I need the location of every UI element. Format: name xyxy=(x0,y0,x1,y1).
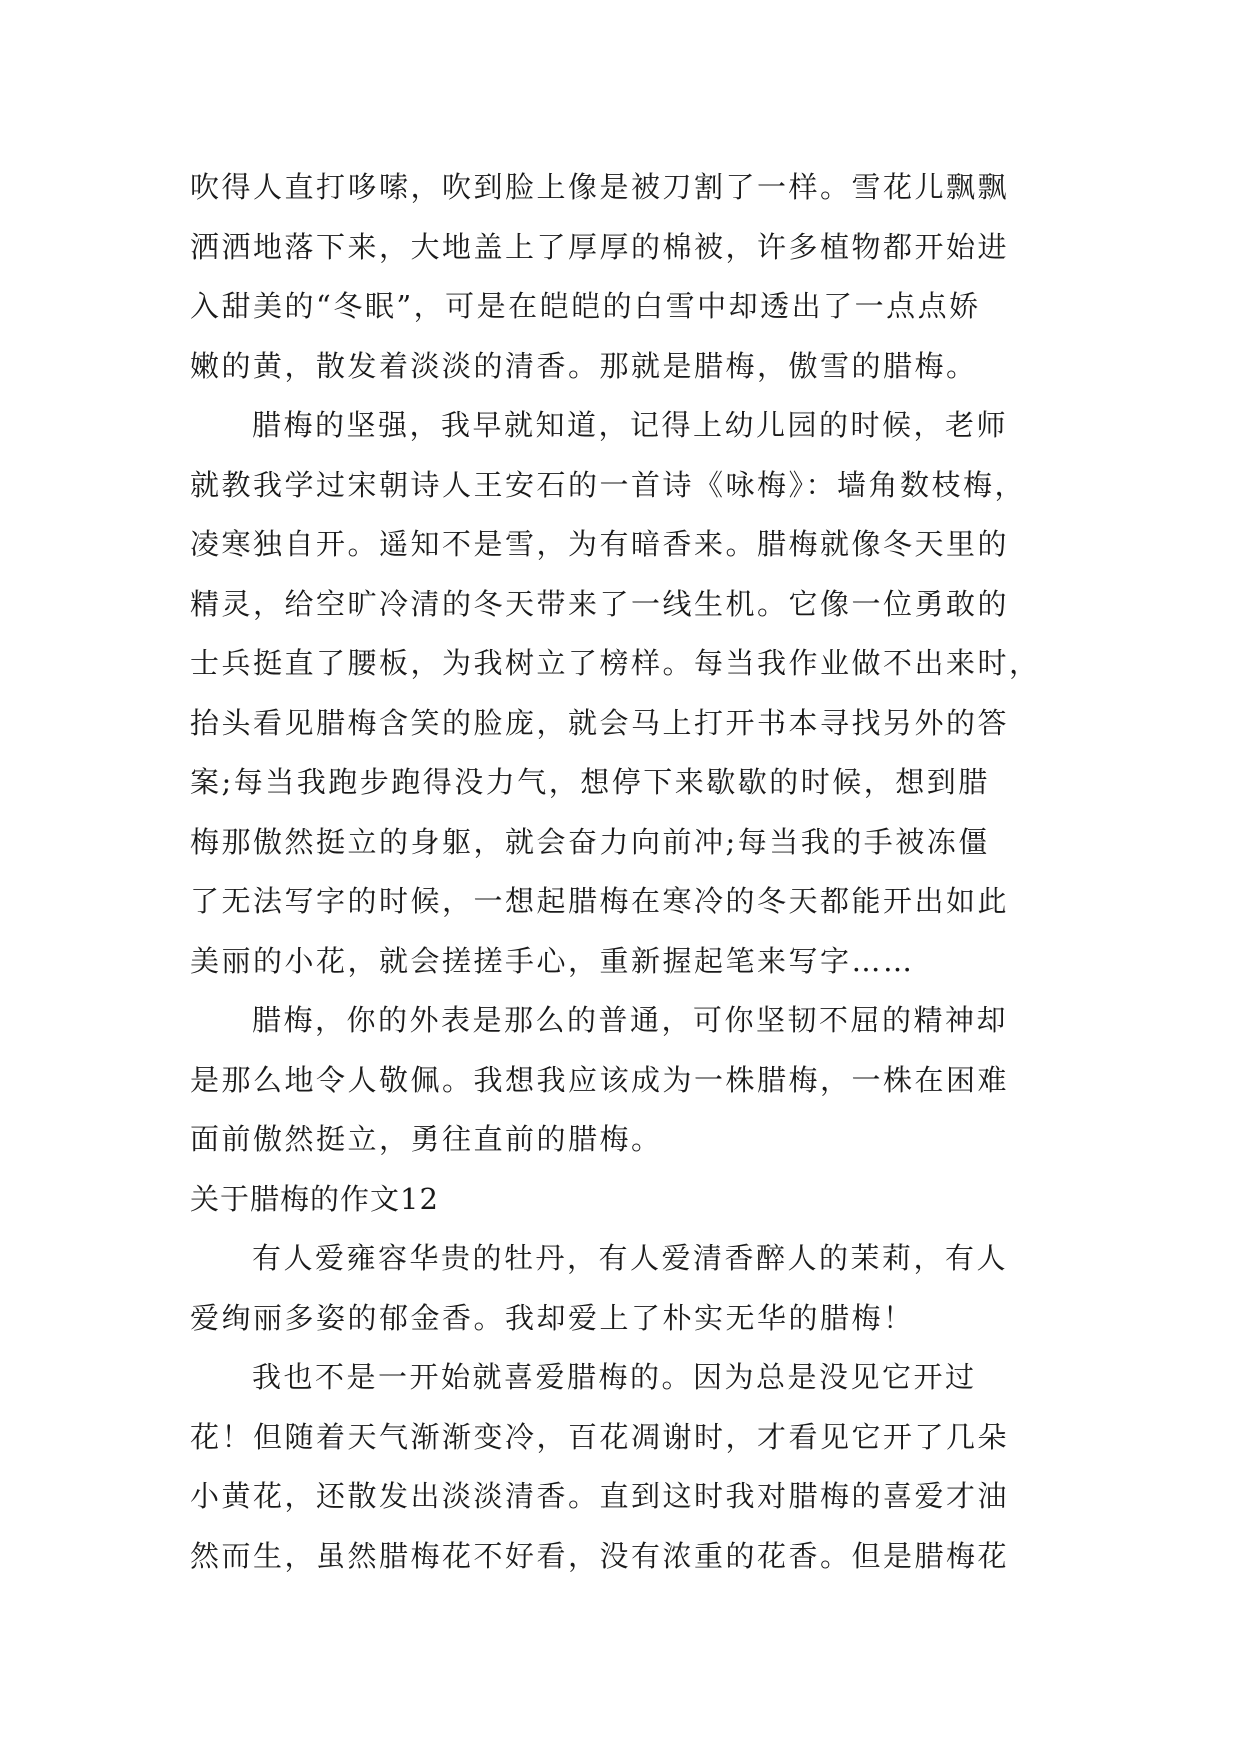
text-line: 了无法写字的时候，一想起腊梅在寒冷的冬天都能开出如此 xyxy=(190,884,1010,918)
text-line: 然而生，虽然腊梅花不好看，没有浓重的花香。但是腊梅花 xyxy=(190,1538,1010,1573)
text-line: 就教我学过宋朝诗人王安石的一首诗《咏梅》：墙角数枝梅， xyxy=(190,467,1027,502)
text-line: 爱绚丽多姿的郁金香。我却爱上了朴实无华的腊梅！ xyxy=(190,1300,915,1335)
text-line: 面前傲然挺立，勇往直前的腊梅。 xyxy=(190,1122,663,1156)
paragraph-start-line: 有人爱雍容华贵的牡丹，有人爱清香醉人的茉莉，有人 xyxy=(252,1241,1009,1275)
paragraph-start-line: 腊梅的坚强，我早就知道，记得上幼儿园的时候，老师 xyxy=(252,408,1009,442)
text-line: 吹得人直打哆嗦，吹到脸上像是被刀割了一样。雪花儿飘飘 xyxy=(190,170,1010,204)
text-line: 案;每当我跑步跑得没力气，想停下来歇歇的时候，想到腊 xyxy=(190,765,990,799)
text-line: 嫩的黄，散发着淡淡的清香。那就是腊梅，傲雪的腊梅。 xyxy=(190,348,978,383)
essay-text xyxy=(190,158,1060,1586)
text-line: 士兵挺直了腰板，为我树立了榜样。每当我作业做不出来时， xyxy=(190,646,1041,680)
section-heading: 关于腊梅的作文12 xyxy=(190,1181,439,1216)
text-line: 梅那傲然挺立的身躯，就会奋力向前冲;每当我的手被冻僵 xyxy=(190,824,990,859)
paragraph-start-line: 腊梅，你的外表是那么的普通，可你坚韧不屈的精神却 xyxy=(252,1003,1009,1037)
paragraph-start-line: 我也不是一开始就喜爱腊梅的。因为总是没见它开过 xyxy=(252,1360,977,1394)
text-line: 是那么地令人敬佩。我想我应该成为一株腊梅，一株在困难 xyxy=(190,1062,1010,1097)
text-line: 洒洒地落下来，大地盖上了厚厚的棉被，许多植物都开始进 xyxy=(190,229,1010,264)
text-line: 精灵，给空旷冷清的冬天带来了一线生机。它像一位勇敢的 xyxy=(190,586,1010,621)
text-line: 美丽的小花，就会搓搓手心，重新握起笔来写字…… xyxy=(190,943,915,978)
text-line: 抬头看见腊梅含笑的脸庞，就会马上打开书本寻找另外的答 xyxy=(190,705,1010,740)
text-line: 凌寒独自开。遥知不是雪，为有暗香来。腊梅就像冬天里的 xyxy=(190,527,1010,561)
text-line: 小黄花，还散发出淡淡清香。直到这时我对腊梅的喜爱才油 xyxy=(190,1479,1010,1513)
text-line: 入甜美的“冬眠”，可是在皑皑的白雪中却透出了一点点娇 xyxy=(190,289,981,323)
text-line: 花！但随着天气渐渐变冷，百花凋谢时，才看见它开了几朵 xyxy=(190,1419,1010,1454)
